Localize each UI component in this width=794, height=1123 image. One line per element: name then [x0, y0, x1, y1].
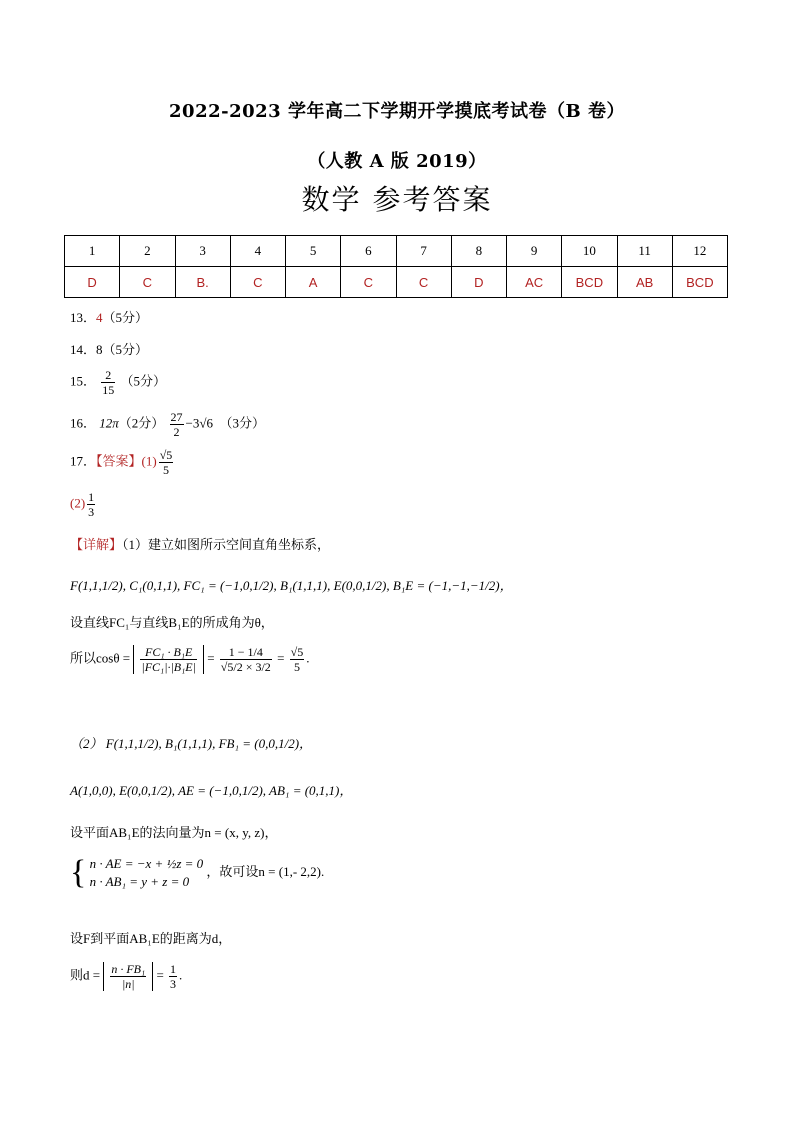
answer-cell: C	[120, 267, 175, 298]
question-number-cell: 10	[562, 236, 617, 267]
answer-cell: BCD	[672, 267, 727, 298]
question-number-cell: 5	[286, 236, 341, 267]
answer-cell: C	[230, 267, 285, 298]
distance-fraction	[110, 962, 146, 991]
question-number-cell: 12	[672, 236, 727, 267]
question-16	[70, 410, 265, 439]
question-number-cell: 11	[617, 236, 672, 267]
equation-stack	[90, 855, 204, 891]
cosine-dot-numerator: FC₁ · B₁E	[140, 645, 197, 660]
answer-cell: C	[341, 267, 396, 298]
equation-2: n · AB₁ = y + z = 0	[89, 874, 190, 889]
answer-cell: BCD	[562, 267, 617, 298]
question-14	[70, 339, 148, 358]
cosine-dot-denominator: |FC₁|·|B₁E|	[141, 660, 196, 674]
question-16-score-2: （3分）	[219, 415, 266, 431]
answer-cell: C	[396, 267, 451, 298]
cosine-value-numerator: 1 − 1/4	[220, 645, 272, 660]
distance-definition: 设F到平面AB₁E的距离为d，	[70, 931, 232, 946]
question-15-numerator: 2	[101, 368, 115, 383]
cosine-result-denominator: 5	[293, 660, 300, 674]
question-16-answer-1: 12π	[99, 415, 119, 431]
document-heading: 数学 参考答案	[301, 183, 493, 216]
question-14-answer: 8	[96, 342, 103, 357]
distance-result-fraction	[169, 962, 177, 991]
question-number-cell: 6	[341, 236, 396, 267]
angle-definition: 设直线FC₁与直线B₁E的所成角为θ，	[70, 615, 274, 630]
equation-1: n · AE = −x + ½z = 0	[89, 856, 204, 871]
coordinates-line-1: F(1,1,1/2), C₁(0,1,1), FC₁ = (−1,0,1/2), B₁(1,1,1), E(0,0,1/2), B₁E = (−1,−1,−1/2)，	[70, 578, 513, 593]
question-17-answer-line	[70, 448, 175, 477]
part-1-label: (1)	[141, 453, 157, 469]
answer-cell: AC	[507, 267, 562, 298]
question-number-cell: 3	[175, 236, 230, 267]
detail-step-1-text: （1）建立如图所示空间直角坐标系，	[122, 537, 331, 552]
question-15-number: 15．	[70, 373, 97, 389]
question-14-score: （5分）	[102, 342, 149, 357]
normal-vector-result: ，故可设n = (1,- 2,2).	[206, 863, 325, 879]
question-number-cell: 4	[230, 236, 285, 267]
question-17-part-2-answer	[70, 490, 97, 519]
question-16-numerator: 27	[170, 410, 183, 424]
question-15-fraction	[101, 368, 115, 397]
coordinates-line-2: A(1,0,0), E(0,0,1/2), AE = (−1,0,1/2), AB₁ = (0,1,1)，	[70, 783, 353, 798]
question-13-number: 13．	[70, 310, 97, 325]
answer-cell: D	[451, 267, 506, 298]
normal-vector-system	[70, 855, 324, 891]
system-brace: {	[70, 854, 87, 891]
normal-vector-definition: 设平面AB₁E的法向量为n = (x, y, z)，	[70, 825, 278, 840]
question-15-denominator: 15	[102, 383, 115, 397]
distance-abs-fraction	[103, 962, 153, 991]
part-2-numerator: 1	[88, 490, 95, 504]
part-1-fraction	[159, 448, 174, 477]
question-15-score: （5分）	[120, 373, 167, 389]
document-title: 2022-2023 学年高二下学期开学摸底考试卷（B 卷）	[169, 101, 625, 122]
question-16-fraction	[170, 410, 184, 439]
question-number-cell: 2	[120, 236, 175, 267]
answer-table	[64, 235, 728, 298]
question-16-score-1: （2分）	[118, 415, 165, 431]
question-number-cell: 8	[451, 236, 506, 267]
answer-table-answer-row	[65, 267, 728, 298]
cosine-abs-fraction	[133, 645, 204, 674]
distance-prefix: 则d =	[70, 967, 101, 983]
part-1-denominator: 5	[163, 463, 169, 477]
question-15	[70, 368, 166, 397]
distance-numerator: n · FB₁	[111, 962, 146, 976]
question-number-cell: 9	[507, 236, 562, 267]
answer-table-number-row	[65, 236, 728, 267]
answer-cell: A	[286, 267, 341, 298]
part-2-fraction	[87, 490, 95, 519]
cosine-result-numerator: √5	[290, 645, 304, 659]
question-13-score: （5分）	[102, 310, 149, 325]
part-1-numerator: √5	[159, 448, 173, 462]
part-2-denominator: 3	[88, 505, 95, 519]
question-13-answer: 4	[96, 310, 103, 325]
distance-denominator: |n|	[121, 977, 135, 991]
distance-result-denominator: 3	[170, 977, 177, 991]
answer-cell: D	[65, 267, 120, 298]
question-number-cell: 1	[65, 236, 120, 267]
detail-tag: 【详解】	[70, 537, 123, 552]
question-number-cell: 7	[396, 236, 451, 267]
question-16-answer-2-rest: −3√6	[185, 415, 214, 431]
question-16-number: 16．	[70, 415, 97, 431]
cosine-computation: 所以cosθ = $\frac{\text{FC₁ · B₁E}}{\text{|FC₁|·|B₁E|}}$ = $\frac{1 - 1/4}{√5/2 \times 3/2}$ = $\frac{√5}{5}$ .	[70, 645, 310, 674]
question-16-denominator: 2	[173, 425, 180, 439]
part-2-label: (2)	[70, 495, 86, 511]
detail-step-2: （2） F(1,1,1/2), B₁(1,1,1), FB₁ = (0,0,1/2)，	[70, 736, 313, 751]
cosine-prefix: 所以cosθ =	[70, 650, 131, 666]
question-13	[70, 307, 148, 326]
question-14-number: 14．	[70, 342, 97, 357]
document-subtitle: （人教 A 版 2019）	[307, 151, 487, 172]
cosine-value-denominator: √5/2 × 3/2	[220, 660, 271, 674]
answer-cell: AB	[617, 267, 672, 298]
detail-step-1	[70, 534, 330, 553]
cosine-value-fraction	[220, 645, 272, 674]
question-17-number: 17．	[70, 453, 97, 469]
cosine-result-fraction	[290, 645, 305, 674]
distance-result-numerator: 1	[170, 962, 177, 976]
cosine-dot-fraction	[140, 645, 197, 674]
answer-cell: B.	[175, 267, 230, 298]
answer-tag: 【答案】	[96, 453, 142, 469]
distance-computation: 则d = $\frac{\text{n · FB₁}}{|n|}$ = $\frac{1}{3}$ .	[70, 962, 183, 991]
